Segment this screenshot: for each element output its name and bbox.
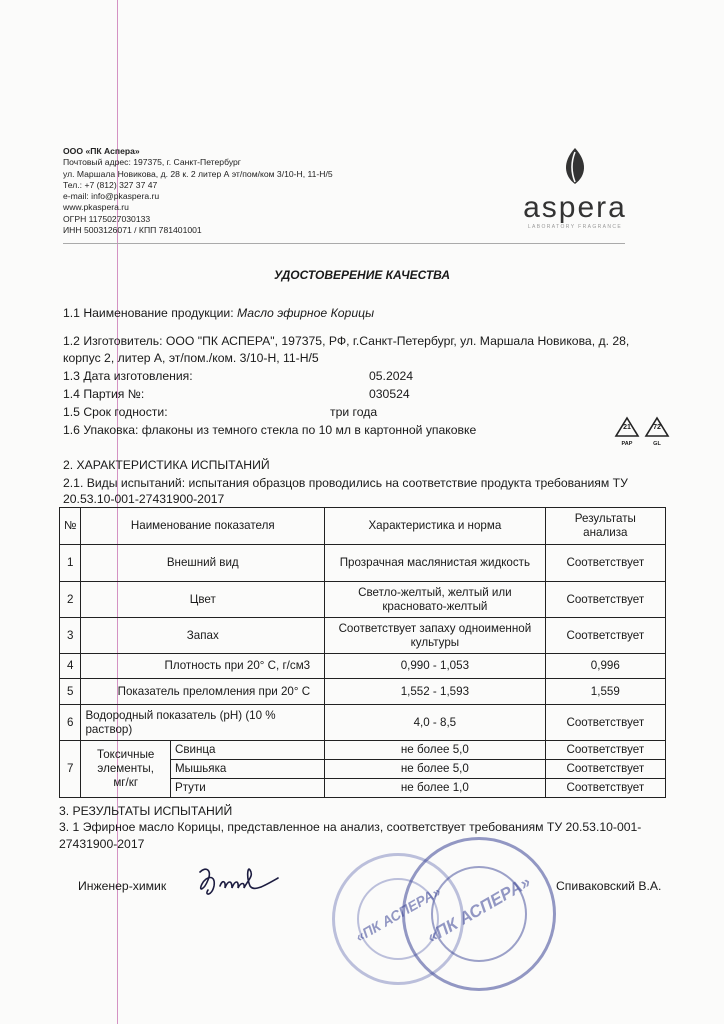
header-result (545, 508, 665, 545)
row-norm: 0,990 - 1,053 (325, 654, 546, 679)
row-num: 3 (60, 618, 81, 654)
recycle-pap-label: PAP (621, 441, 633, 447)
row-num: 7 (60, 741, 81, 798)
row-result: Соответствует (545, 705, 665, 741)
section2-line1: 2.1. Виды испытаний: испытания образцов проводились на соответствие продукта требованиям ТУ (63, 476, 628, 490)
row-result: 1,559 (545, 679, 665, 705)
website: www.pkaspera.ru (63, 202, 129, 213)
row-num: 1 (60, 545, 81, 582)
leaf-icon (558, 146, 592, 186)
row-result: Соответствует (545, 618, 665, 654)
recycle-pap-icon (614, 416, 640, 446)
logo-word: aspera (523, 191, 627, 224)
results-table (59, 507, 666, 798)
row-num: 5 (60, 679, 81, 705)
batch-label: 1.4 Партия №: (63, 387, 145, 401)
document-title: УДОСТОВЕРЕНИЕ КАЧЕСТВА (273, 268, 451, 282)
company-stamp (402, 837, 556, 991)
row-norm-line2: красновато-желтый (382, 599, 488, 613)
subrow-result: Соответствует (545, 779, 665, 798)
table-row (60, 654, 666, 679)
subrow-result: Соответствует (545, 760, 665, 779)
row-result: Соответствует (545, 582, 665, 618)
ogrn: ОГРН 1175027030133 (63, 213, 151, 224)
section2-line2: 20.53.10-001-27431900-2017 (63, 492, 225, 506)
product-name-value: Масло эфирное Корицы (237, 306, 375, 320)
handwritten-signature (192, 862, 288, 904)
table-row (60, 545, 666, 582)
row-name (81, 705, 325, 741)
shelf-life-value: три года (330, 405, 378, 419)
row-norm-line2: культуры (410, 635, 460, 649)
row-name: Показатель преломления при 20° С (81, 679, 325, 705)
subrow-norm: не более 5,0 (325, 760, 546, 779)
manufacturer-line1: 1.2 Изготовитель: ООО "ПК АСПЕРА", 197375, РФ, г.Санкт-Петербург, ул. Маршала Новикова, д. 28, (63, 334, 630, 348)
stamp-text-faded: «ПК АСПЕРА» (352, 883, 444, 945)
table-row (60, 705, 666, 741)
row-num: 4 (60, 654, 81, 679)
section3-line1: 3. 1 Эфирное масло Корицы, представленное на анализ, соответствует требованиям ТУ 20.53.10-001- (59, 820, 642, 834)
subrow-norm: не более 1,0 (325, 779, 546, 798)
row-name: Внешний вид (81, 545, 325, 582)
subrow-norm: не более 5,0 (325, 741, 546, 760)
email: e-mail: info@pkaspera.ru (63, 191, 160, 202)
row-num: 2 (60, 582, 81, 618)
company-header (63, 146, 333, 236)
inn-kpp: ИНН 5003126071 / КПП 781401001 (63, 225, 202, 236)
header-num: № (60, 508, 81, 545)
header-name: Наименование показателя (81, 508, 325, 545)
subrow-name: Ртути (170, 779, 324, 798)
group-line2: элементы, (97, 762, 154, 775)
section3-heading: 3. РЕЗУЛЬТАТЫ ИСПЫТАНИЙ (59, 804, 233, 818)
header-norm: Характеристика и норма (325, 508, 546, 545)
table-row (60, 741, 666, 760)
row-norm-line1: Соответствует запаху одноименной (338, 621, 532, 635)
section2-heading: 2. ХАРАКТЕРИСТИКА ИСПЫТАНИЙ (63, 458, 270, 472)
batch-value: 030524 (369, 387, 410, 401)
packaging-line: 1.6 Упаковка: флаконы из темного стекла по 10 мл в картонной упаковке (63, 423, 477, 437)
row-norm: 4,0 - 8,5 (325, 705, 546, 741)
group-line1: Токсичные (97, 748, 155, 761)
recycle-gl-number: 72 (653, 424, 661, 431)
row-norm-line1: Светло-желтый, желтый или (358, 585, 512, 599)
subrow-name: Свинца (170, 741, 324, 760)
section3-line2: 27431900-2017 (59, 837, 145, 851)
table-row (60, 582, 666, 618)
postal-address: Почтовый адрес: 197375, г. Санкт-Петербург (63, 157, 241, 168)
aspera-logo (515, 146, 635, 230)
group-line3: мг/кг (113, 776, 139, 789)
product-name-label: 1.1 Наименование продукции: (63, 306, 237, 320)
header-divider (63, 243, 625, 244)
table-row (60, 679, 666, 705)
manufacturer-line2: корпус 2, литер А, эт/пом./ком. 3/10-Н, 11-Н/5 (63, 351, 319, 365)
manufacture-date-label: 1.3 Дата изготовления: (63, 369, 193, 383)
row-name-line1: Водородный показатель (pH) (10 % (85, 708, 276, 722)
shelf-life-label: 1.5 Срок годности: (63, 405, 168, 419)
subrow-name: Мышьяка (170, 760, 324, 779)
phone: Тел.: +7 (812) 327 37 47 (63, 179, 158, 190)
row-norm (325, 618, 546, 654)
row-name-line2: раствор) (85, 722, 133, 736)
row-num: 6 (60, 705, 81, 741)
header-result-line2: анализа (583, 526, 628, 539)
row-result: 0,996 (545, 654, 665, 679)
signer-name: Спиваковский В.А. (556, 879, 662, 893)
row-name: Цвет (81, 582, 325, 618)
street-address: ул. Маршала Новикова, д. 28 к. 2 литер А эт/пом/ком 3/10-Н, 11-Н/5 (63, 168, 333, 179)
signer-role: Инженер-химик (78, 879, 167, 893)
manufacture-date-value: 05.2024 (369, 369, 414, 383)
row-norm: Прозрачная маслянистая жидкость (325, 545, 546, 582)
recycle-gl-label: GL (653, 441, 661, 447)
product-name-line (63, 304, 374, 322)
row-name: Плотность при 20° С, г/см3 (81, 654, 325, 679)
toxic-elements-group (81, 741, 171, 798)
row-name: Запах (81, 618, 325, 654)
table-header-row (60, 508, 666, 545)
company-name: ООО «ПК Аспера» (63, 146, 140, 156)
table-row (60, 618, 666, 654)
header-result-line1: Результаты (574, 512, 636, 525)
logo-tagline: LABORATORY FRAGRANCE (527, 224, 623, 230)
row-norm (325, 582, 546, 618)
row-norm: 1,552 - 1,593 (325, 679, 546, 705)
recycle-gl-icon (644, 416, 670, 446)
stamp-text: «ПК АСПЕРА» (423, 872, 534, 947)
row-result: Соответствует (545, 545, 665, 582)
recycle-pap-number: 21 (623, 424, 631, 431)
subrow-result: Соответствует (545, 741, 665, 760)
